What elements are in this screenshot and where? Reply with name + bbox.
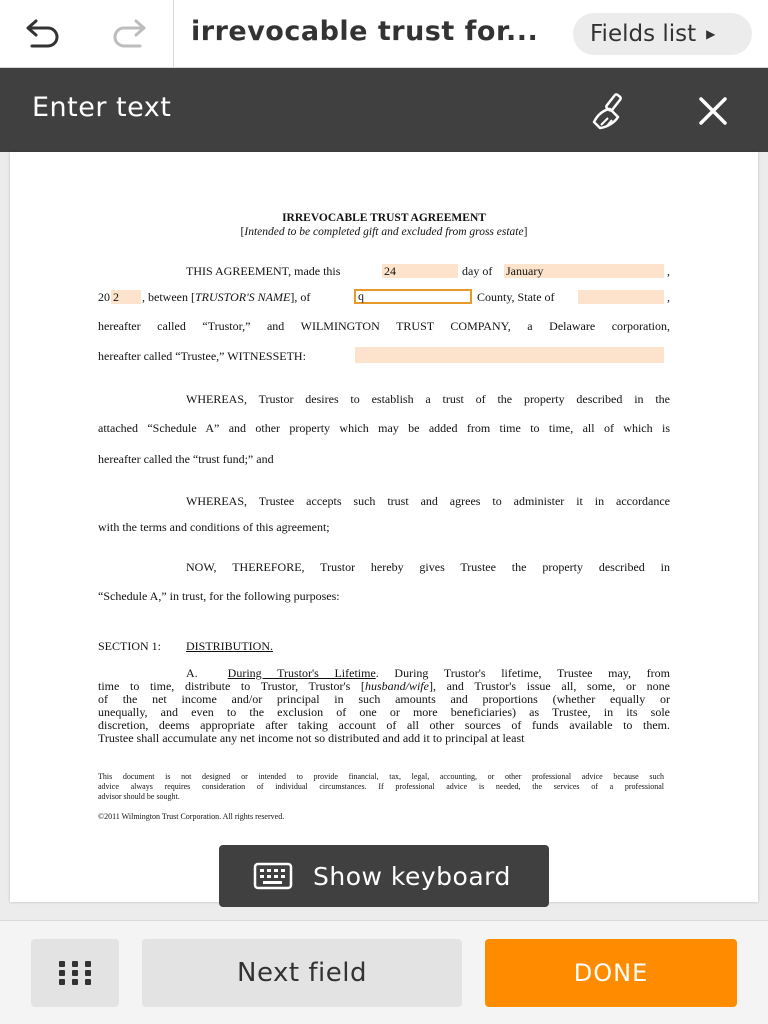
agreement-title: IRREVOCABLE TRUST AGREEMENT [282,212,486,224]
grid-icon [58,960,92,986]
line2-between [142,290,310,305]
of-text: ], of [290,290,311,304]
section-a-line5: discretion, deems appropriate after taking account of all other sources of funds available to them. [98,718,670,732]
fields-list-button[interactable] [573,13,752,55]
caret-right-icon: ▶ [706,27,716,41]
county-label: County, State of [477,290,555,304]
clear-field-button[interactable] [586,88,632,134]
section-a-line1-rest: . During Trustor's lifetime, Trustee may, from [375,666,670,680]
grid-menu-button[interactable] [31,939,119,1007]
enter-text-bar [0,68,768,152]
show-keyboard-label: Show keyboard [313,861,511,891]
keyboard-icon [253,862,293,890]
section-a-heading: During Trustor's Lifetime [227,666,376,680]
done-button[interactable]: DONE [485,939,737,1007]
section-a-line2-b: ], and Trustor's issue all, some, or none [428,679,670,693]
whereas1-line2: attached “Schedule A” and other property which may be added from time to time, all of which is [98,421,670,435]
eraser-icon [588,92,630,130]
section-a-line6: Trustee shall accumulate any net income not so distributed and add it to principal at least [98,731,525,745]
section-title: DISTRIBUTION. [186,639,273,653]
disclaimer-line3: advisor should be sought. [98,792,180,801]
redo-button[interactable] [108,12,152,56]
copyright: ©2011 Wilmington Trust Corporation. All rights reserved. [98,812,285,821]
disclaimer [98,772,664,802]
top-bar [0,0,768,68]
year-prefix: 20 [98,290,110,304]
agreement-line3: hereafter called “Trustor,” and WILMINGTON TRUST COMPANY, a Delaware corporation, [98,319,670,333]
whereas1-line1: WHEREAS, Trustor desires to establish a trust of the property described in the [186,392,670,406]
now-therefore-line1: NOW, THEREFORE, Trustor hereby gives Trustee the property described in [186,560,670,574]
whereas2-line2: with the terms and conditions of this agreement; [98,520,330,534]
agreement-line1-mid: day of [462,264,493,278]
subtitle-open: [ [240,226,245,238]
close-button[interactable] [690,88,736,134]
day-field[interactable]: 24 [382,264,458,278]
fields-list-label: Fields list [590,21,697,47]
subtitle-close: ] [523,226,528,238]
subtitle-text: Intended to be completed gift and excluded from gross estate [244,226,524,238]
toolbar-divider [173,0,174,68]
redo-icon [110,19,150,49]
trustor-name-placeholder: TRUSTOR'S NAME [194,290,291,304]
between-text: , between [ [142,290,195,304]
bottom-bar [0,920,768,1024]
undo-icon [22,19,62,49]
witnesseth-field[interactable] [355,347,664,363]
disclaimer-line1: This document is not designed or intended to provide financial, tax, legal, accounting, or other professional advice because such [98,772,664,781]
now-therefore-line2: “Schedule A,” in trust, for the following purposes: [98,589,340,603]
agreement-subtitle [10,226,758,238]
agreement-line1-prefix: THIS AGREEMENT, made this [186,264,341,278]
enter-text-label: Enter text [32,92,172,123]
next-field-button[interactable]: Next field [142,939,462,1007]
section-a-paragraph [98,667,670,745]
close-icon [698,96,728,126]
show-keyboard-button[interactable] [219,845,549,907]
whereas2-line1: WHEREAS, Trustee accepts such trust and agrees to administer it in accordance [186,494,670,508]
undo-button[interactable] [20,12,64,56]
state-field[interactable] [578,290,664,304]
county-field[interactable]: q [354,289,472,304]
month-field[interactable]: January [504,264,664,278]
document-title: irrevocable trust for... [191,16,539,47]
section-label: SECTION 1: [98,639,161,653]
line2-comma: , [667,290,670,304]
agreement-line4: hereafter called “Trustee,” WITNESSETH: [98,349,306,363]
section-a-letter: A. [186,666,198,680]
section-a-line4: unequally, and even to the exclusion of one or more beneficiaries) as Trustee, in its sole [98,705,670,719]
line1-comma: , [667,264,670,278]
year-field[interactable]: 2 [111,290,141,304]
section-a-line3: of the net income and/or principal in such amounts and proportions (whether equally or [98,692,670,706]
disclaimer-line2: advice always requires consideration of individual circumstances. If professional advice is needed, the services of a professional [98,782,664,791]
document-page [10,152,758,902]
section-a-line2-a: time to time, distribute to Trustor, Trustor's [ [98,679,365,693]
section-a-line2-italic: husband/wife [364,679,429,693]
whereas1-line3: hereafter called the “trust fund;” and [98,452,274,466]
